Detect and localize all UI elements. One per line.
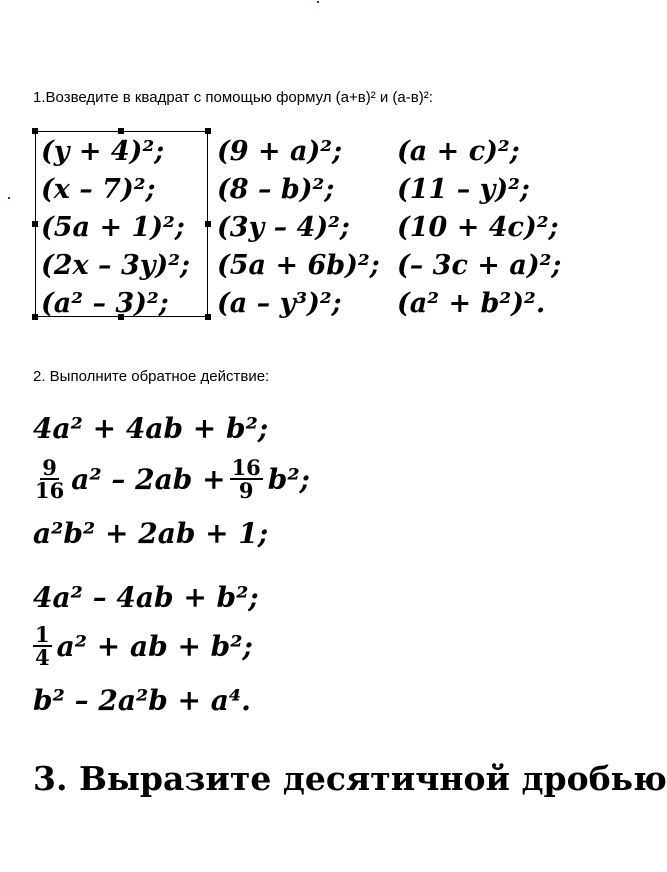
polynomial-text: 4a² + 4ab + b²;	[33, 412, 269, 445]
fraction	[230, 457, 263, 501]
resize-handle-bottom-right[interactable]	[205, 314, 211, 320]
polynomial	[33, 457, 310, 501]
expression: (5a + 6b)²;	[217, 250, 380, 281]
polynomial-text: 4a² – 4ab + b²;	[33, 581, 259, 614]
fraction-denominator: 16	[35, 478, 65, 503]
expression: (x – 7)²;	[41, 174, 156, 205]
polynomial	[33, 412, 268, 445]
expression: (2x – 3y)²;	[41, 250, 191, 281]
expression: (a² – 3)²;	[41, 288, 169, 319]
resize-handle-bottom-left[interactable]	[32, 314, 38, 320]
task1-column-2	[217, 133, 380, 323]
task1-column-3	[397, 133, 561, 323]
task1-column-1	[41, 133, 190, 323]
expression: (a + c)²;	[397, 136, 520, 167]
resize-handle-middle-right[interactable]	[205, 221, 211, 227]
expression: (11 – y)²;	[397, 174, 530, 205]
expression: (8 – b)²;	[217, 174, 335, 205]
resize-handle-middle-left[interactable]	[32, 221, 38, 227]
polynomial-text: a² – 2ab +	[71, 462, 226, 496]
fraction-numerator: 1	[35, 622, 50, 647]
task3-heading: 3. Выразите десятичной дробью	[33, 759, 667, 798]
resize-handle-top-right[interactable]	[205, 128, 211, 134]
fraction-denominator: 4	[35, 645, 50, 670]
resize-handle-top-left[interactable]	[32, 128, 38, 134]
polynomial	[33, 624, 253, 668]
expression: (a² + b²)².	[397, 288, 546, 319]
task1-heading: 1.Возведите в квадрат с помощью формул (а+в)² и (а-в)²:	[33, 89, 433, 106]
expression: (a – y³)²;	[217, 288, 342, 319]
expression: (y + 4)²;	[41, 136, 165, 167]
fraction	[33, 624, 52, 668]
task3-heading-clipped	[33, 753, 667, 798]
polynomial	[33, 684, 251, 717]
polynomial	[33, 517, 268, 550]
expression: (10 + 4c)²;	[397, 212, 559, 243]
fraction	[33, 457, 66, 501]
polynomial-text: b² – 2a²b + a⁴.	[33, 684, 251, 717]
expression: (3y – 4)²;	[217, 212, 350, 243]
fraction-numerator: 9	[42, 455, 57, 480]
polynomial-text: a² + ab + b²;	[56, 629, 253, 663]
fraction-denominator: 9	[238, 478, 254, 503]
expression: (9 + a)²;	[217, 136, 343, 167]
polynomial-text: b²;	[267, 462, 310, 496]
task2-heading: 2. Выполните обратное действие:	[33, 368, 270, 385]
polynomial-text: a²b² + 2ab + 1;	[33, 517, 269, 550]
expression: (5a + 1)²;	[41, 212, 185, 243]
polynomial	[33, 581, 259, 614]
scan-speck	[8, 197, 10, 199]
fraction-numerator: 16	[231, 455, 261, 480]
expression: (– 3c + a)²;	[397, 250, 562, 281]
scan-speck	[317, 1, 319, 3]
